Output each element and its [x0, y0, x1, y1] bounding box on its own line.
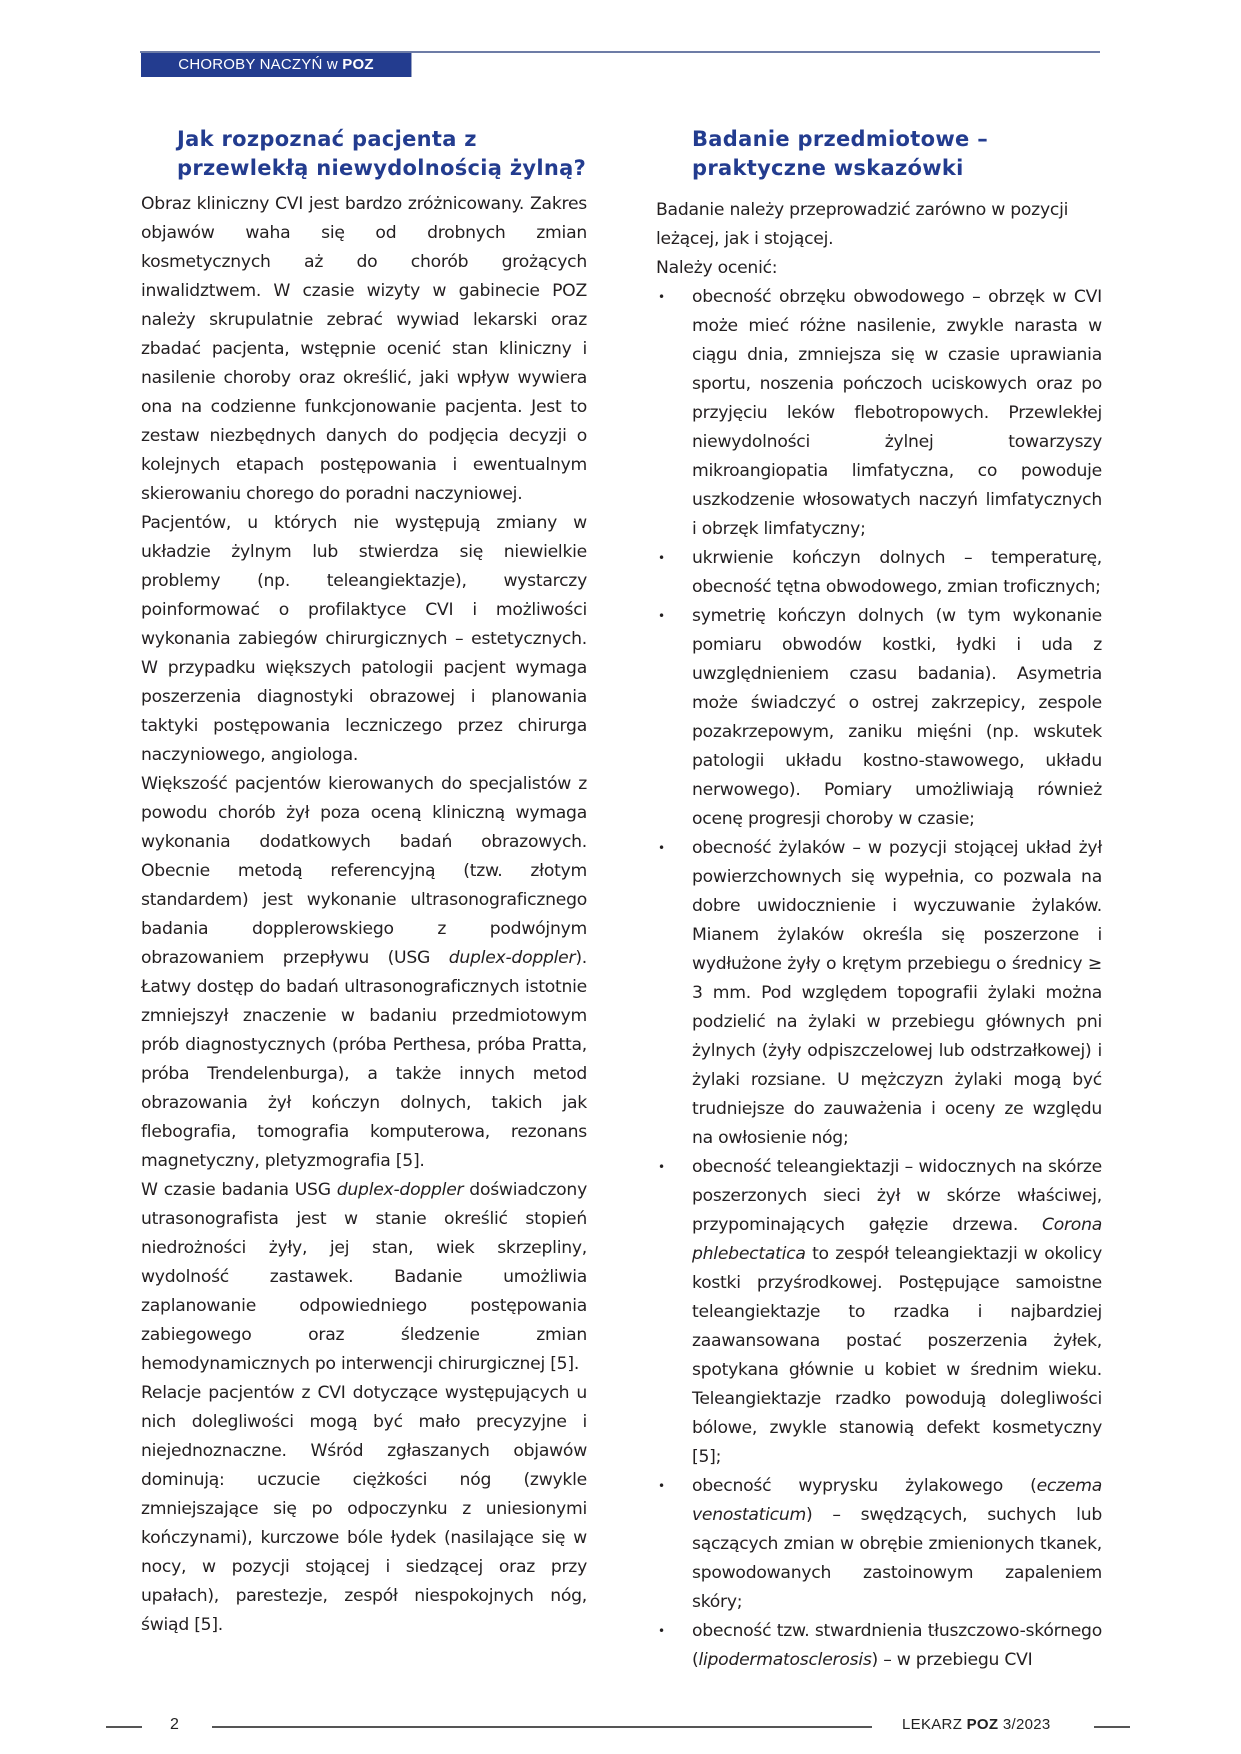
section-label: CHOROBY NACZYŃ w	[178, 56, 343, 73]
list-item	[656, 283, 1102, 544]
paragraph-text: W czasie badania USG	[141, 1180, 337, 1200]
footer-rule	[212, 1726, 872, 1728]
italic-term: lipodermatosclerosis	[698, 1650, 872, 1670]
assessment-list	[656, 283, 1102, 1675]
list-item	[656, 1617, 1102, 1675]
right-column	[656, 125, 1102, 1675]
list-item	[656, 602, 1102, 834]
page-footer	[0, 1716, 1241, 1736]
list-item-text: to zespół teleangiektazji w okolicy kostki przyśrodkowej. Postępujące samoistne teleangiektazje to rzadka i najbardziej zaawansowana postać poszerzenia żyłek, spotykana głównie u kobiet w średnim wieku. Teleangiektazje rzadko powodują dolegliwości bólowe, zwykle stanowią defekt kosmetyczny [5];	[692, 1244, 1102, 1467]
list-item-text: ukrwienie kończyn dolnych – temperaturę, obecność tętna obwodowego, zmian troficznych;	[692, 548, 1102, 597]
section-label-bold: POZ	[342, 56, 374, 73]
paragraph-text: doświadczony utrasonografista jest w stanie określić stopień niedrożności żyły, jej stan, wiek skrzepliny, wydolność zastawek. Badanie umożliwia zaplanowanie odpowiedniego postępowania zabiegowego oraz śledzenie zmian hemodynamicznych po interwencji chirurgicznej [5].	[141, 1180, 587, 1374]
list-item-text: symetrię kończyn dolnych (w tym wykonanie pomiaru obwodów kostki, łydki i uda z uwzględnieniem czasu badania). Asymetria może świadczyć o ostrej zakrzepicy, zespole pozakrzepowym, zaniku mięśni (np. wskutek patologii układu kostno-stawowego, układu nerwowego). Pomiary umożliwiają również ocenę progresji choroby w czasie;	[692, 606, 1102, 829]
journal-issue	[902, 1716, 1051, 1733]
bullet-icon: •	[658, 1624, 665, 1638]
list-item-text: obecność teleangiektazji – widocznych na skórze poszerzonych sieci żył w skórze właściwej, przypominających gałęzie drzewa.	[692, 1157, 1102, 1235]
bullet-icon: •	[658, 551, 665, 565]
list-item	[656, 1153, 1102, 1472]
italic-term: Corona phlebectatica	[692, 1215, 1102, 1264]
paragraph: Pacjentów, u których nie występują zmiany w układzie żylnym lub stwierdza się niewielkie problemy (np. teleangiektazje), wystarczy poinformować o profilaktyce CVI i możliwości wykonania zabiegów chirurgicznych – estetycznych. W przypadku większych patologii pacjent wymaga poszerzenia diagnostyki obrazowej i planowania taktyki postępowania leczniczego przez chirurga naczyniowego, angiologa.	[141, 513, 587, 765]
footer-dash-right	[1094, 1726, 1130, 1728]
issue-number: 3/2023	[998, 1716, 1051, 1733]
bullet-icon: •	[658, 1160, 665, 1174]
paragraph	[141, 770, 587, 1176]
list-item	[656, 834, 1102, 1153]
left-heading: Jak rozpoznać pacjenta z przewlekłą niewydolnością żylną?	[177, 127, 587, 180]
list-intro: Należy ocenić:	[656, 258, 778, 278]
italic-term: eczema venostaticum	[692, 1476, 1102, 1525]
paragraph: Relacje pacjentów z CVI dotyczące występujących u nich dolegliwości mogą być mało precyzyjne i niejednoznaczne. Wśród zgłaszanych objawów dominują: uczucie ciężkości nóg (zwykle zmniejszające się po odpoczynku z uniesionymi kończynami), kurczowe bóle łydek (nasilające się w nocy, w pozycji stojącej i siedzącej oraz przy upałach), parestezje, zespół niespokojnych nóg, świąd [5].	[141, 1383, 587, 1635]
footer-dash-left	[106, 1726, 142, 1728]
paragraph	[141, 1176, 587, 1379]
list-item-text: ) – swędzących, suchych lub sączących zmian w obrębie zmienionych tkanek, spowodowanych zastoinowym zapaleniem skóry;	[692, 1505, 1102, 1612]
right-heading: Badanie przedmiotowe – praktyczne wskazówki	[692, 127, 988, 180]
list-item-text: obecność wyprysku żylakowego (	[692, 1476, 1037, 1496]
journal-name: LEKARZ	[902, 1716, 967, 1733]
left-column	[141, 125, 587, 1640]
paragraph-text: ). Łatwy dostęp do badań ultrasonograficznych istotnie zmniejszył znaczenie w badaniu przedmiotowym prób diagnostycznych (próba Perthesa, próba Pratta, próba Trendelenburga), a także innych metod obrazowania żył kończyn dolnych, takich jak flebografia, tomografia komputerowa, rezonans magnetyczny, pletyzmografia [5].	[141, 948, 587, 1171]
page-number: 2	[170, 1716, 179, 1733]
italic-term: duplex-doppler	[336, 1180, 464, 1200]
list-item	[656, 1472, 1102, 1617]
bullet-icon: •	[658, 1479, 665, 1493]
journal-name-bold: POZ	[966, 1716, 999, 1733]
list-item-text: obecność obrzęku obwodowego – obrzęk w CVI może mieć różne nasilenie, zwykle narasta w ciągu dnia, zmniejsza się w czasie uprawiania sportu, noszenia pończoch uciskowych oraz po przyjęciu leków flebotropowych. Przewlekłej niewydolności żylnej towarzyszy mikroangiopatia limfatyczna, co powoduje uszkodzenie włosowatych naczyń limfatycznych i obrzęk limfatyczny;	[692, 287, 1102, 539]
list-item-text: ) – w przebiegu CVI	[871, 1650, 1033, 1670]
paragraph: Obraz kliniczny CVI jest bardzo zróżnicowany. Zakres objawów waha się od drobnych zmian kosmetycznych aż do chorób grożących inwalidztwem. W czasie wizyty w gabinecie POZ należy skrupulatnie zebrać wywiad lekarski oraz zbadać pacjenta, wstępnie ocenić stan kliniczny i nasilenie choroby oraz określić, jaki wpływ wywiera ona na codzienne funkcjonowanie pacjenta. Jest to zestaw niezbędnych danych do podjęcia decyzji o kolejnych etapach postępowania i ewentualnym skierowaniu chorego do poradni naczyniowej.	[141, 194, 587, 504]
bullet-icon: •	[658, 290, 665, 304]
intro-paragraph: Badanie należy przeprowadzić zarówno w pozycji leżącej, jak i stojącej.	[656, 200, 1069, 249]
italic-term: duplex-doppler	[448, 948, 576, 968]
list-item-text: obecność tzw. stwardnienia tłuszczowo-skórnego (	[692, 1621, 1102, 1670]
list-item	[656, 544, 1102, 602]
paragraph-text: Większość pacjentów kierowanych do specjalistów z powodu chorób żył poza oceną kliniczną wymaga wykonania dodatkowych badań obrazowych. Obecnie metodą referencyjną (tzw. złotym standardem) jest wykonanie ultrasonograficznego badania dopplerowskiego z podwójnym obrazowaniem przepływu (USG	[141, 774, 587, 968]
section-header	[141, 53, 412, 77]
list-item-text: obecność żylaków – w pozycji stojącej układ żył powierzchownych się wypełnia, co pozwala na dobre uwidocznienie i wyczuwanie żylaków. Mianem żylaków określa się poszerzone i wydłużone żyły o krętym przebiegu o średnicy ≥ 3 mm. Pod względem topografii żylaki można podzielić na żylaki w przebiegu głównych pni żylnych (żyły odpiszczelowej lub odstrzałkowej) i żylaki rozsiane. U mężczyzn żylaki mogą być trudniejsze do zauważenia i oceny ze względu na owłosienie nóg;	[692, 838, 1102, 1148]
bullet-icon: •	[658, 609, 665, 623]
bullet-icon: •	[658, 841, 665, 855]
